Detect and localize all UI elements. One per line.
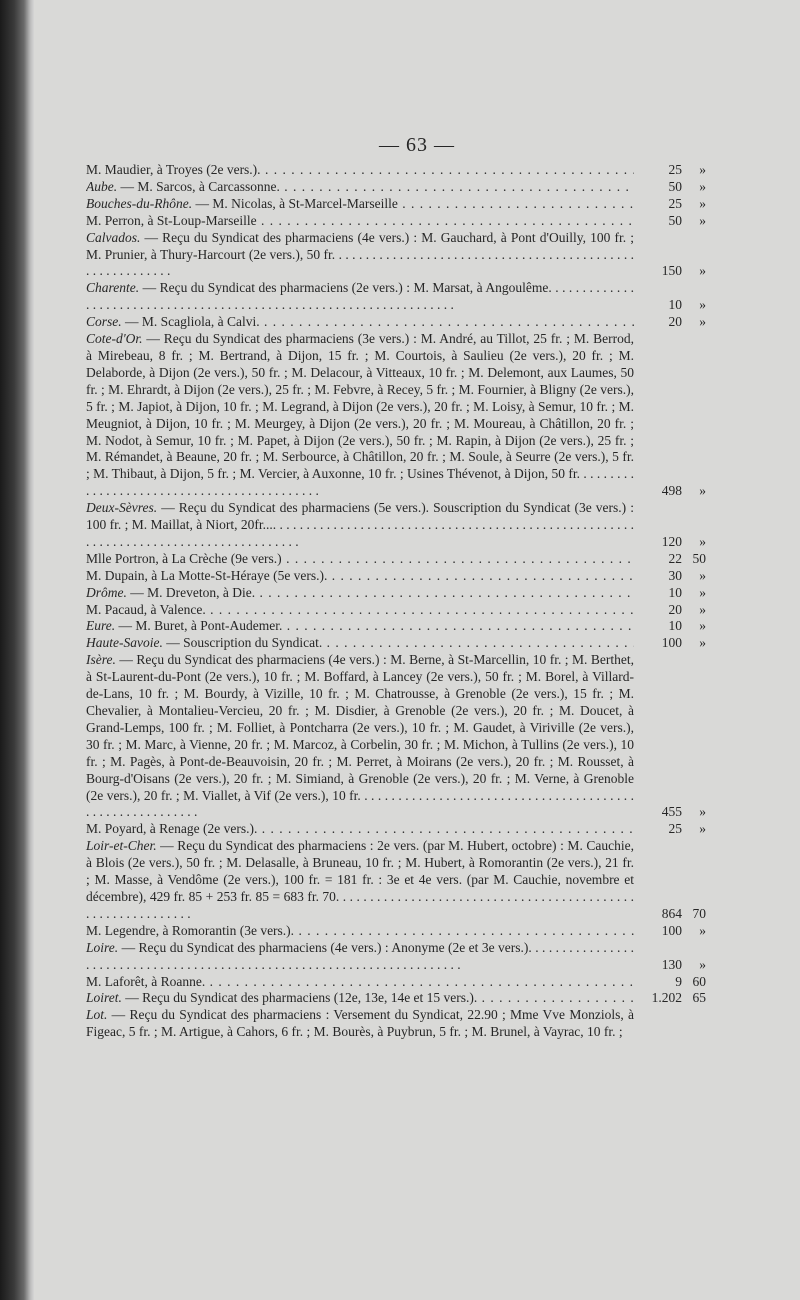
subscription-entry (86, 602, 706, 619)
entry-description: — Reçu du Syndicat des pharmaciens (4e vers.) : M. Gauchard, à Pont d'Ouilly, 100 fr. ; M. Prunier, à Thury-Harcourt (2e vers.), 50 fr. . . . . . . . . . . . . . . . . . . . . . . . . . . . . . . . . . . . . . . . . . . . . . . . . . . . . . . . . . (86, 229, 634, 279)
amount-centimes: » (699, 601, 706, 617)
entry-text (86, 635, 634, 652)
entry-amount (634, 551, 706, 568)
subscription-entry (86, 618, 706, 635)
amount-centimes: » (699, 162, 706, 177)
subscription-entry (86, 974, 706, 991)
entry-text (86, 1007, 634, 1041)
amount-centimes: » (699, 618, 706, 634)
entry-description: M. Legendre, à Romorantin (3e vers.). (86, 922, 295, 938)
subscription-entry (86, 821, 706, 838)
entry-amount (634, 906, 706, 923)
subscription-entry (86, 314, 706, 331)
amount-centimes: 50 (692, 550, 706, 566)
entry-department: Charente. (86, 280, 140, 296)
entry-amount (634, 821, 706, 838)
entry-department: Loir-et-Cher. (86, 838, 157, 854)
entry-department: Haute-Savoie. (86, 635, 163, 651)
entry-description: — M. Buret, à Pont-Audemer. (115, 618, 283, 634)
amount-centimes: » (699, 314, 706, 330)
subscription-entry (86, 635, 706, 652)
subscription-entry (86, 568, 706, 585)
entry-description: — Reçu du Syndicat des pharmaciens (12e, 13e, 14e et 15 vers.). (121, 990, 478, 1006)
amount-centimes: » (699, 956, 706, 972)
entry-text (86, 196, 634, 213)
entry-description: — Reçu du Syndicat des pharmaciens (4e vers.) : M. Berne, à St-Marcellin, 10 fr. ; M. Berthet, à St-Laurent-du-Pont (2e vers.), 10 fr. ; M. Boffard, à Lancey (2e vers.), 50 fr. ; M. Borel, à Villard-de-Lans, 10 fr. ; M. Bourdy, à Vizille, 10 fr. ; M. Chatrousse, à Grenoble (2e vers.), 15 fr. ; M. Chevalier, à Montalieu-Vercieu, 20 fr. ; M. Disdier, à Grenoble (2e vers.), 20 fr. ; M. Doucet, à Grand-Lemps, 100 fr. ; M. Folliet, à Pontcharra (2e vers.), 10 fr. ; M. Gaudet, à Viriville (2e vers.), 30 fr. ; M. Marc, à Vienne, 20 fr. ; M. Marcoz, à Corbelin, 30 fr. ; M. Michon, à Tullins (2e vers.), 10 fr. ; M. Pagès, à Pont-de-Beauvoisin, 20 fr. ; M. Perret, à Moirans (2e vers.), 20 fr. ; M. Rousset, à Bourg-d'Oisans (2e vers.), 20 fr. ; M. Simiand, à Grenoble (2e vers.), 20 fr. ; M. Verne, à Grenoble (2e vers.), 20 fr. ; M. Viallet, à Vif (2e vers.), 10 fr. . . . . . . . . . . . . . . . . . . . . . . . . . . . . . . . . . . . . . . . . . . . . . . . . . . . . . . . . . (86, 652, 634, 820)
amount-centimes: » (699, 533, 706, 549)
amount-francs: 455 (661, 804, 682, 820)
amount-centimes: 70 (692, 905, 706, 921)
entry-text (86, 280, 634, 314)
entry-text (86, 213, 634, 230)
entry-description: — Reçu du Syndicat des pharmaciens (2e vers.) : M. Marsat, à Angoulême. . . . . . . . . . . . . . . . . . . . . . . . . . . . . . . . . . . . . . . . . . . . . . . . . . . . . . . . . . . . . . . . . . . . (86, 280, 634, 313)
entry-text (86, 162, 634, 179)
amount-francs: 30 (668, 567, 682, 583)
subscription-entry (86, 923, 706, 940)
entry-text (86, 940, 634, 974)
amount-centimes: » (699, 178, 706, 194)
entry-department: Corse. (86, 314, 122, 330)
subscription-entry (86, 551, 706, 568)
amount-francs: 130 (661, 956, 682, 972)
subscription-entry (86, 990, 706, 1007)
entry-amount (634, 196, 706, 213)
entry-text (86, 974, 634, 991)
subscription-entry (86, 940, 706, 974)
amount-centimes: » (699, 567, 706, 583)
amount-francs: 10 (668, 297, 682, 313)
entry-amount (634, 483, 706, 500)
amount-centimes: » (699, 263, 706, 279)
entry-description: — Reçu du Syndicat des pharmaciens : 2e vers. (par M. Hubert, octobre) : M. Cauchie, à Blois (2e vers.), 50 fr. ; M. Delasalle, à Bruneau, 10 fr. ; M. Hubert, à Romorantin (2e vers.), 21 fr. ; M. Masse, à Vendôme (2e vers.), 100 fr. = 181 fr. : 3e et 4e vers. (par M. Cauchie, novembre et décembre), 429 fr. 85 + 253 fr. 85 = 683 fr. 70. . . . . . . . . . . . . . . . . . . . . . . . . . . . . . . . . . . . . . . . . . . . . . . . . . . . . . . . . . . . (86, 838, 634, 921)
entry-text (86, 990, 634, 1007)
amount-francs: 498 (661, 483, 682, 499)
entry-description: M. Pacaud, à Valence. (86, 601, 206, 617)
entry-text (86, 652, 634, 821)
amount-centimes: » (699, 821, 706, 837)
entry-department: Eure. (86, 618, 116, 634)
entry-department: Calvados. (86, 229, 141, 245)
entry-amount (634, 568, 706, 585)
entry-text (86, 618, 634, 635)
amount-francs: 150 (661, 263, 682, 279)
subscription-entry (86, 280, 706, 314)
entry-amount (634, 162, 706, 179)
entry-description: — Reçu du Syndicat des pharmaciens (3e vers.) : M. André, au Tillot, 25 fr. ; M. Berrod, à Mirebeau, 8 fr. ; M. Bertrand, à Dijon, 15 fr. ; M. Courtois, à Saulieu (2e vers.), 20 fr. ; M. Delaborde, à Dijon (2e vers.), 50 fr. ; M. Delacour, à Vitteaux, 10 fr. ; M. Delemont, aux Laumes, 50 fr. ; M. Ehrardt, à Dijon (2e vers.), 25 fr. ; M. Febvre, à Recey, 5 fr. ; M. Fournier, à Bligny (2e vers.), 5 fr. ; M. Japiot, à Dijon, 10 fr. ; M. Legrand, à Dijon (2e vers.), 20 fr. ; M. Loisy, à Semur, 10 fr. ; M. Meugniot, à Dijon, 10 fr. ; M. Meurgey, à Dijon (2e vers.), 20 fr. ; M. Moureau, à Châtillon, 20 fr. ; M. Nodot, à Semur, 10 fr. ; M. Papet, à Dijon (2e vers.), 50 fr. ; M. Rapin, à Dijon (2e vers.), 25 fr. ; M. Rémandet, à Beaune, 20 fr. ; M. Serbource, à Châtillon, 20 fr. ; M. Soule, à Seurre (2e vers.), 5 fr. ; M. Thibaut, à Dijon, 5 fr. ; M. Vercier, à Auxonne, 10 fr. ; Usines Thévenot, à Dijon, 50 fr. . . . . . . . . . . . . . . . . . . . . . . . . . . . . . . . . . . . . . . . . . . . (86, 331, 635, 499)
entry-description: — Reçu du Syndicat des pharmaciens (5e vers.). Souscription du Syndicat (3e vers.) : 100 fr. ; M. Maillat, à Niort, 20fr.... . . . . . . . . . . . . . . . . . . . . . . . . . . . . . . . . . . . . . . . . . . . . . . . . . . . . . . . . . . . . . . . . . . . . . . . . . . . . . . . . . . . . . (86, 500, 634, 549)
subscription-entry (86, 838, 706, 923)
entry-text (86, 821, 634, 838)
entry-description: M. Laforêt, à Roanne. (86, 973, 206, 989)
entry-amount (634, 635, 706, 652)
subscription-entry (86, 585, 706, 602)
amount-francs: 25 (668, 821, 682, 837)
entry-text (86, 923, 634, 940)
entry-text (86, 230, 634, 281)
entry-department: Bouches-du-Rhône. (86, 195, 193, 211)
entry-amount (634, 957, 706, 974)
amount-francs: 10 (668, 584, 682, 600)
entry-text (86, 179, 634, 196)
subscription-entry (86, 331, 706, 500)
amount-centimes: » (699, 584, 706, 600)
entry-amount (634, 314, 706, 331)
entry-amount (634, 297, 706, 314)
amount-francs: 20 (668, 601, 682, 617)
amount-centimes: » (699, 195, 706, 211)
entry-department: Lot. (86, 1007, 108, 1023)
subscription-entry (86, 230, 706, 281)
subscription-list (86, 162, 706, 1041)
amount-centimes: » (699, 804, 706, 820)
book-spine (0, 0, 34, 1300)
entry-text (86, 551, 634, 568)
entry-amount (634, 618, 706, 635)
entry-text (86, 602, 634, 619)
entry-department: Cote-d'Or. (86, 331, 143, 347)
entry-amount (634, 263, 706, 280)
amount-francs: 25 (668, 195, 682, 211)
book-page (34, 0, 800, 1300)
amount-centimes: 65 (692, 990, 706, 1006)
entry-description: — M. Nicolas, à St-Marcel-Marseille (192, 195, 398, 211)
entry-description: M. Dupain, à La Motte-St-Héraye (5e vers.). (86, 567, 328, 583)
entry-amount (634, 534, 706, 551)
subscription-entry (86, 1007, 706, 1041)
amount-francs: 1.202 (651, 990, 682, 1006)
entry-text (86, 585, 634, 602)
amount-centimes: » (699, 212, 706, 228)
entry-text (86, 568, 634, 585)
amount-francs: 9 (675, 973, 682, 989)
subscription-entry (86, 179, 706, 196)
entry-amount (634, 974, 706, 991)
amount-centimes: 60 (692, 973, 706, 989)
amount-francs: 100 (661, 635, 682, 651)
subscription-entry (86, 652, 706, 821)
entry-amount (634, 990, 706, 1007)
page-number: — 63 — (379, 134, 455, 156)
amount-centimes: » (699, 922, 706, 938)
amount-francs: 864 (661, 905, 682, 921)
entry-department: Drôme. (86, 584, 127, 600)
amount-francs: 25 (668, 162, 682, 177)
amount-francs: 50 (668, 212, 682, 228)
amount-centimes: » (699, 297, 706, 313)
entry-department: Isère. (86, 652, 116, 668)
amount-centimes: » (699, 635, 706, 651)
entry-description: — M. Sarcos, à Carcassonne. (117, 178, 280, 194)
entry-description: — Reçu du Syndicat des pharmaciens (4e vers.) : Anonyme (2e et 3e vers.). . . . . . . . . . . . . . . . . . . . . . . . . . . . . . . . . . . . . . . . . . . . . . . . . . . . . . . . . . . . . . . . . . . . . . . . (86, 939, 634, 972)
entry-text (86, 314, 634, 331)
entry-description: M. Perron, à St-Loup-Marseille (86, 212, 257, 228)
entry-amount (634, 213, 706, 230)
entry-amount (634, 804, 706, 821)
entry-department: Deux-Sèvres. (86, 500, 158, 516)
entry-description: M. Poyard, à Renage (2e vers.). (86, 821, 258, 837)
entry-description: — Souscription du Syndicat. (162, 635, 323, 651)
entry-amount (634, 602, 706, 619)
entry-amount (634, 179, 706, 196)
entry-description: Mlle Portron, à La Crèche (9e vers.) (86, 550, 282, 566)
amount-francs: 120 (661, 533, 682, 549)
amount-francs: 10 (668, 618, 682, 634)
entry-department: Aube. (86, 178, 118, 194)
entry-department: Loire. (86, 939, 119, 955)
entry-text (86, 331, 634, 500)
entry-description: — M. Dreveton, à Die. (126, 584, 256, 600)
amount-francs: 50 (668, 178, 682, 194)
entry-description: — Reçu du Syndicat des pharmaciens : Versement du Syndicat, 22.90 ; Mme Vve Monziols, à Figeac, 5 fr. ; M. Artigue, à Cahors, 6 fr. ; M. Bourès, à Puybrun, 5 fr. ; M. Brunel, à Vayrac, 10 fr. ; (86, 1007, 634, 1040)
entry-description: M. Maudier, à Troyes (2e vers.). (86, 162, 261, 177)
entry-amount (634, 923, 706, 940)
amount-francs: 22 (668, 550, 682, 566)
entry-text (86, 500, 634, 551)
subscription-entry (86, 162, 706, 179)
subscription-entry (86, 213, 706, 230)
subscription-entry (86, 196, 706, 213)
entry-amount (634, 585, 706, 602)
amount-francs: 20 (668, 314, 682, 330)
amount-centimes: » (699, 483, 706, 499)
subscription-entry (86, 500, 706, 551)
entry-department: Loiret. (86, 990, 122, 1006)
entry-text (86, 838, 634, 923)
entry-description: — M. Scagliola, à Calvi. (121, 314, 260, 330)
amount-francs: 100 (661, 922, 682, 938)
